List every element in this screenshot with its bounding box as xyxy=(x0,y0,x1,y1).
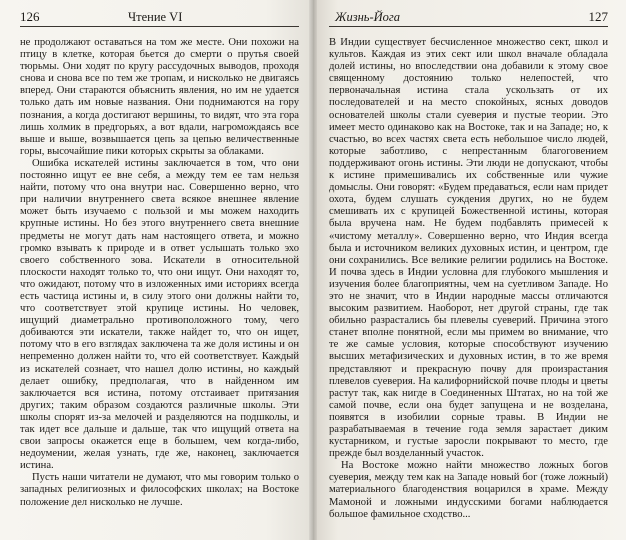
left-page-header xyxy=(20,9,299,31)
left-page-number: 126 xyxy=(20,9,40,24)
left-header-rule xyxy=(20,26,299,27)
left-running-head: Чтение VI xyxy=(128,10,183,24)
right-page-number: 127 xyxy=(588,9,608,24)
paragraph: В Индии существует бесчисленное множество сект, школ и культов. Каждая из этих сект или школ вначале обладала долей истины, но впоследствии она добавили к этому свое священному достоянию только нелепостей, что первоначальная истина стала ускользать от их последователей и на место спокойных, ясных доводов основателей школы стали суеверия и пустые теории. Это имеет место одинаково как на Востоке, так и на Западе; но, к счастью, во всех частях света есть небольшое число людей, которые заботливо, с непрестанным благоговением поддерживают огонь истины. Эти люди не допускают, чтобы к истине примешивались их собственные или чужие домыслы. Они говорят: «Будем предаваться, если нам придет охота, будем слушать суждения других, но не будем смешивать их с крупицей Божественной истины, которая была вручена нам. Не будем подбавлять примесей к «чистому металлу». Совершенно верно, что Индия всегда была и источником великих духовных истин, и центром, где они сохранились. Все великие религии родились на Востоке. И почва здесь в Индии условна для глубокого мышления и изучения более благоприятны, чем на суетливом Западе. Но это не значит, что в Индии народные массы отличаются высоким развитием. Наоборот, нет другой страны, где так обильно разрастались бы плевелы суеверий. Причина этого станет вполне понятной, если мы примем во внимание, что те же самые условия, которые способствуют изучению высших метафизических и духовных истин, в то же время представляют и прекрасную почву для произрастания плевелов суеверия. На калифорнийской почве плоды и цветы растут так, как нигде в Соединенных Штатах, но на той же самой почве, если она будет запущена и не возделана, появятся в изобилии сорные травы. В Индии не разрабатываемая в течение года земля зарастает диким кустарником, и густые заросли покрывают то место, где прежде был возделанный участок. xyxy=(329,37,608,460)
right-page xyxy=(313,0,626,540)
right-running-head: Жизнь-Йога xyxy=(335,10,401,24)
book-gutter-shadow xyxy=(309,0,317,540)
left-page-text xyxy=(20,37,299,509)
paragraph: Пусть наши читатели не думают, что мы говорим только о западных религиозных и философских школах; на Востоке положение дел нисколько не лучше. xyxy=(20,472,299,508)
right-header-rule xyxy=(329,26,608,27)
paragraph: Ошибка искателей истины заключается в том, что они постоянно ищут ее вне себя, а между тем ее там нельзя найти, потому что она внутри нас. Совершенно верно, что при наличии внутреннего света всякое внешнее явление может быть изучаемо с пользой и мы можем находить крупные истины. Но без этого внутреннего света внешние предметы не могут дать нам настоящего ответа, и можно громко взывать к природе и в ответ услышать только эхо своего собственного зова. Искатели в относительной плоскости находят только то, что они ищут. Они находят то, что ожидают, потому что в изложенных ими историях всегда есть частица истины и, в силу этого они должны найти то, что соответствует этой крупице истины. Но человек, ищущий диаметрально противоположного тому, чего добиваются эти искатели, также найдет то, что он ищет, потому что в его взглядах заключена та же доля истины и он непременно должен найти то, что ей соответствует. Каждый из искателей сознает, что нашел долю истины, но каждый делает ошибку, предполагая, что в найденном им заключается вся истина, потому отстаивает притязания других; таким образом создаются различные школы. Эти школы спорят из-за мелочей и разделяются на подшколы, и так идет все дальше и дальше, так что ищущий ответа на свои запросы окажется еще в большем, чем когда-либо, недоумении, желая узнать, где же, наконец, заключается истина. xyxy=(20,157,299,472)
right-page-header xyxy=(329,9,608,31)
paragraph: На Востоке можно найти множество ложных богов суеверия, между тем как на Западе новый бог (тоже ложный) материального благоденствия воцарился в храме. Между Мамоной и ложными индусскими богами наблюдается большое фамильное сходство... xyxy=(329,460,608,520)
right-page-text xyxy=(329,37,608,521)
paragraph: не продолжают оставаться на том же месте. Они похожи на птицу в клетке, которая бьется до смерти о прутья своей тюрьмы. Они ходят по кругу рассудочных выводов, проходя снова и снова все по тем же тропам, и нисколько не двигаясь вперед. Они стараются объяснить явления, но им не удается только дать им новые названия. Они поднимаются на гору познания, а когда достигают вершины, то видят, что эта гора лишь холмик в предгорьях, а вот вдали, нагромождаясь все выше и выше, возвышается цепь за цепью величественные горы, высочайшие пики которых скрыты за облаками. xyxy=(20,37,299,157)
